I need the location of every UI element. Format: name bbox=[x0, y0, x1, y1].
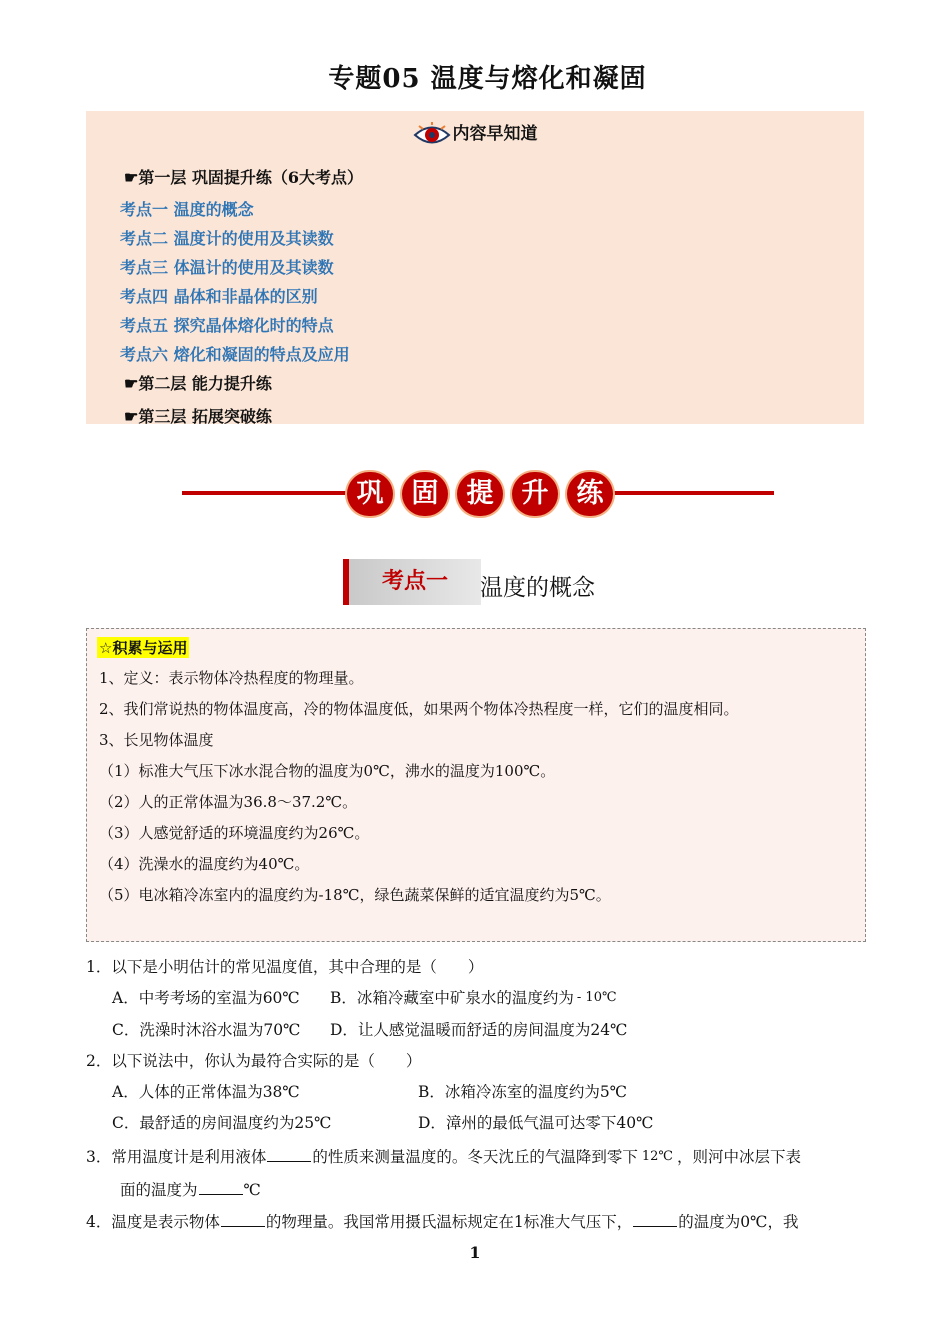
toc-point-1[interactable]: 考点一 温度的概念 bbox=[120, 200, 254, 219]
toc-panel bbox=[86, 111, 864, 424]
q3-value: 12℃ bbox=[641, 1149, 673, 1164]
answer-blank[interactable] bbox=[199, 1180, 243, 1195]
question-1-option-d[interactable]: D．让人感觉温暖而舒适的房间温度为24℃ bbox=[330, 1021, 628, 1039]
question-1-option-b[interactable] bbox=[330, 986, 617, 1008]
knowledge-badge: ☆积累与运用 bbox=[99, 639, 188, 657]
toc-header bbox=[86, 119, 864, 148]
toc-point-6[interactable]: 考点六 熔化和凝固的特点及应用 bbox=[120, 345, 350, 364]
toc-header-label: 内容早知道 bbox=[452, 124, 538, 144]
question-3-line-2 bbox=[120, 1178, 261, 1200]
eye-icon bbox=[413, 122, 451, 148]
banner-char: 固 bbox=[402, 472, 448, 516]
question-1-option-c[interactable]: C．洗澡时沐浴水温为70℃ bbox=[112, 1021, 301, 1039]
question-3-line-1 bbox=[86, 1145, 801, 1167]
section-banner bbox=[182, 470, 774, 518]
q3-text-4: 面的温度为 bbox=[120, 1181, 198, 1199]
knowledge-line: （3）人感觉舒适的环境温度约为26℃。 bbox=[99, 824, 370, 842]
knowledge-box bbox=[86, 628, 866, 942]
answer-blank[interactable] bbox=[267, 1147, 311, 1162]
toc-layer-3[interactable]: ☛第三层 拓展突破练 bbox=[124, 407, 272, 426]
toc-layer-1[interactable]: ☛第一层 巩固提升练（6大考点） bbox=[124, 168, 364, 187]
toc-point-5[interactable]: 考点五 探究晶体熔化时的特点 bbox=[120, 316, 334, 335]
knowledge-line: （2）人的正常体温为36.8～37.2℃。 bbox=[99, 793, 358, 811]
section-title: 温度的概念 bbox=[480, 575, 595, 601]
q4-text-3: 的温度为0℃，我 bbox=[678, 1213, 799, 1231]
option-b-value: - 10℃ bbox=[576, 990, 617, 1005]
q4-text-1: 4．温度是表示物体 bbox=[86, 1213, 220, 1231]
knowledge-line: 2、我们常说热的物体温度高，冷的物体温度低，如果两个物体冷热程度一样，它们的温度相同。 bbox=[99, 700, 739, 718]
toc-layer-2[interactable]: ☛第二层 能力提升练 bbox=[124, 374, 272, 393]
question-2-stem: 2．以下说法中，你认为最符合实际的是（ ） bbox=[86, 1052, 422, 1070]
question-1-option-a[interactable]: A．中考考场的室温为60℃ bbox=[112, 989, 300, 1007]
q3-text-3: ，则河中冰层下表 bbox=[676, 1148, 801, 1166]
banner-char: 巩 bbox=[347, 472, 393, 516]
q3-text-1: 3．常用温度计是利用液体 bbox=[86, 1148, 267, 1166]
banner-line-left bbox=[182, 491, 347, 495]
option-b-text: B．冰箱冷藏室中矿泉水的温度约为 bbox=[330, 989, 574, 1007]
question-2-option-c[interactable]: C．最舒适的房间温度约为25℃ bbox=[112, 1114, 332, 1132]
answer-blank[interactable] bbox=[633, 1212, 677, 1227]
banner-char: 练 bbox=[567, 472, 613, 516]
knowledge-line: 3、长见物体温度 bbox=[99, 731, 214, 749]
knowledge-line: 1、定义：表示物体冷热程度的物理量。 bbox=[99, 669, 364, 687]
page-title: 专题05 温度与熔化和凝固 bbox=[328, 64, 647, 94]
knowledge-line: （5）电冰箱冷冻室内的温度约为-18℃，绿色蔬菜保鲜的适宜温度约为5℃。 bbox=[99, 886, 611, 904]
q4-text-2: 的物理量。我国常用摄氏温标规定在1标准大气压下， bbox=[265, 1213, 633, 1231]
banner-char: 升 bbox=[512, 472, 558, 516]
page-number: 1 bbox=[469, 1243, 481, 1262]
answer-blank[interactable] bbox=[221, 1212, 265, 1227]
knowledge-line: （4）洗澡水的温度约为40℃。 bbox=[99, 855, 310, 873]
section-tag: 考点一 bbox=[343, 559, 481, 605]
question-2-option-a[interactable]: A．人体的正常体温为38℃ bbox=[112, 1083, 300, 1101]
question-4-line-1 bbox=[86, 1210, 798, 1232]
question-1-stem: 1．以下是小明估计的常见温度值，其中合理的是（ ） bbox=[86, 958, 484, 976]
q3-text-2: 的性质来测量温度的。冬天沈丘的气温降到零下 bbox=[312, 1148, 638, 1166]
question-2-option-d[interactable]: D．漳州的最低气温可达零下40℃ bbox=[418, 1114, 654, 1132]
banner-line-right bbox=[609, 491, 774, 495]
toc-point-3[interactable]: 考点三 体温计的使用及其读数 bbox=[120, 258, 334, 277]
toc-point-4[interactable]: 考点四 晶体和非晶体的区别 bbox=[120, 287, 318, 306]
banner-char: 提 bbox=[457, 472, 503, 516]
knowledge-line: （1）标准大气压下冰水混合物的温度为0℃，沸水的温度为100℃。 bbox=[99, 762, 556, 780]
question-2-option-b[interactable]: B．冰箱冷冻室的温度约为5℃ bbox=[418, 1083, 628, 1101]
toc-point-2[interactable]: 考点二 温度计的使用及其读数 bbox=[120, 229, 334, 248]
q3-text-5: ℃ bbox=[243, 1181, 261, 1199]
